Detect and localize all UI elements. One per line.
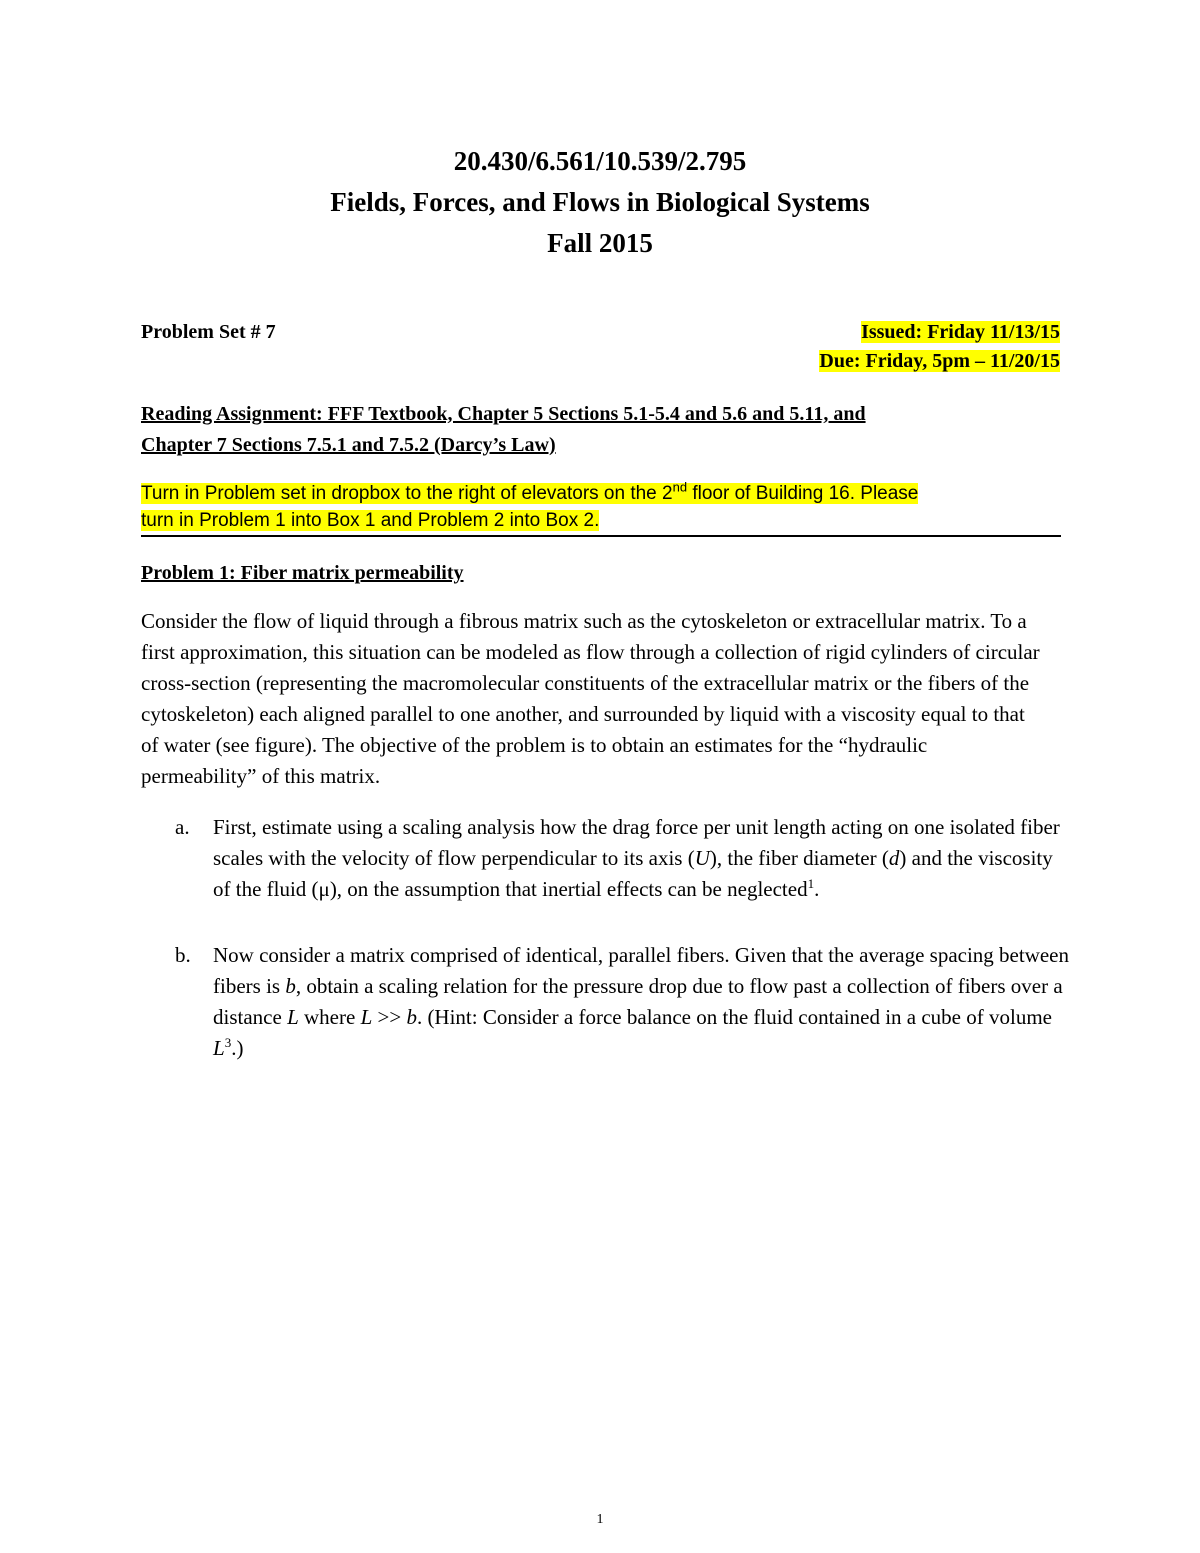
problem1-heading: Problem 1: Fiber matrix permeability (141, 562, 464, 584)
issued-date (861, 318, 1060, 346)
reading-assignment-line2: Chapter 7 Sections 7.5.1 and 7.5.2 (Darcy’s Law) (141, 434, 556, 456)
list-marker: b. (175, 943, 191, 967)
problem1-part-a (141, 812, 1071, 905)
divider-line (141, 535, 1061, 537)
list-marker: a. (175, 815, 190, 839)
due-date-text: Due: Friday, 5pm – 11/20/15 (819, 350, 1060, 372)
turn-in-instructions (141, 480, 1071, 534)
problem1-intro: Consider the flow of liquid through a fibrous matrix such as the cytoskeleton or extracellular matrix. To a first approximation, this situation can be modeled as flow through a collection of rigid cylinders of circular cross-section (representing the macromolecular constituents of the extracellular matrix or the fibers of the cytoskeleton) each aligned parallel to one another, and surrounded by liquid with a viscosity equal to that of water (see figure). The objective of the problem is to obtain an estimates for the “hydraulic permeability” of this matrix. (141, 609, 1040, 788)
reading-assignment-line1: Reading Assignment: FFF Textbook, Chapter 5 Sections 5.1-5.4 and 5.6 and 5.11, and (141, 403, 866, 425)
term: Fall 2015 (547, 228, 653, 258)
part-a-text: First, estimate using a scaling analysis how the drag force per unit length acting on one isolated fiber scales with the velocity of flow perpendicular to its axis (U), the fiber diameter (d) and the viscosity of the fluid (μ), on the assumption that inertial effects can be neglected$^1$. (213, 815, 1060, 901)
problem-set-label: Problem Set # 7 (141, 321, 276, 343)
issued-date-text: Issued: Friday 11/13/15 (861, 321, 1060, 343)
problem1-part-b (141, 940, 1071, 1064)
course-numbers: 20.430/6.561/10.539/2.795 (453, 146, 747, 176)
due-date (819, 347, 1060, 375)
turn-in-line1: Turn in Problem set in dropbox to the right of elevators on the 2nd floor of Building 16. Please (141, 479, 919, 504)
page-number: 1 (596, 1512, 604, 1527)
course-title: Fields, Forces, and Flows in Biological Systems (330, 187, 870, 217)
part-b-text: Now consider a matrix comprised of identical, parallel fibers. Given that the average spacing between fibers is b, obtain a scaling relation for the pressure drop due to flow past a collection of fibers over a distance L where L >> b. (Hint: Consider a force balance on the fluid contained in a cube of volume $L^3$.) (213, 943, 1070, 1060)
turn-in-line2: turn in Problem 1 into Box 1 and Problem 2 into Box 2. (141, 510, 600, 531)
